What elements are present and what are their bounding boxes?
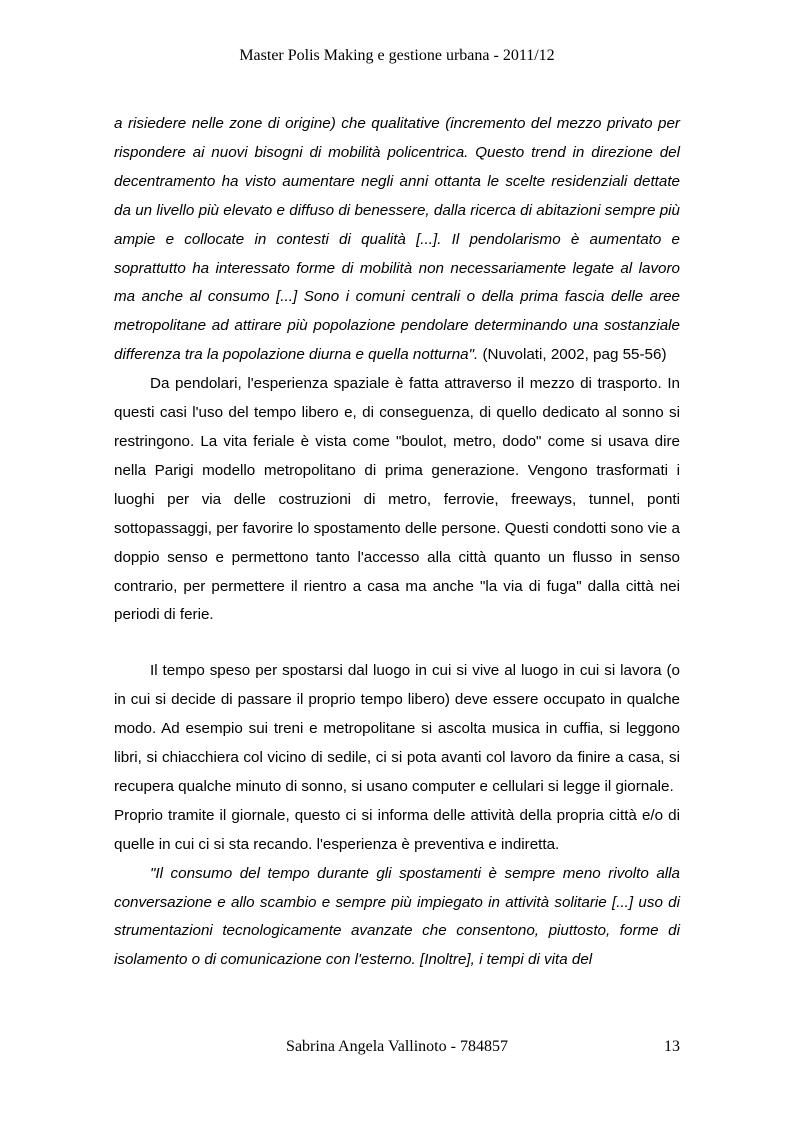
paragraph-quote-nuvolati	[114, 110, 680, 370]
quote-text: "Il consumo del tempo durante gli spostamenti è sempre meno rivolto alla conversazione e allo scambio e sempre più impiegato in attività solitarie [...] uso di strumentazioni tecnologicamente avanzate che consentono, piuttosto, forme di isolamento o di comunicazione con l'esterno. [Inoltre], i tempi di vita del	[114, 864, 680, 969]
paragraph-giornale: Proprio tramite il giornale, questo ci si informa delle attività della propria città e/o di quelle in cui ci si sta recando. l'esperienza è preventiva e indiretta.	[114, 806, 680, 853]
paragraph-tempo-speso: Il tempo speso per spostarsi dal luogo in cui si vive al luogo in cui si lavora (o in cui si decide di passare il proprio tempo libero) deve essere occupato in qualche modo. Ad esempio sui treni e metropolitane si ascolta musica in cuffia, si leggono libri, si chiacchiera col vicino di sedile, ci si pota avanti col lavoro da finire a casa, si recupera qualche minuto di sonno, si usano computer e cellulari si legge il giornale.	[114, 662, 680, 795]
page-header: Master Polis Making e gestione urbana - 2011/12	[239, 47, 555, 64]
page-number: 13	[664, 1038, 680, 1055]
footer-author: Sabrina Angela Vallinoto - 784857	[286, 1038, 508, 1055]
quote-text: a risiedere nelle zone di origine) che qualitative (incremento del mezzo privato per rispondere ai nuovi bisogni di mobilità policentrica. Questo trend in direzione del decentramento ha visto aumentare negli anni ottanta le scelte residenziali dettate da un livello più elevato e diffuso di benessere, dalla ricerca di abitazioni sempre più ampie e collocate in contesti di qualità [...]. Il pendolarismo è aumentato e soprattutto ha interessato forme di mobilità non necessariamente legate al lavoro ma anche al consumo [...] Sono i comuni centrali o della prima fascia delle aree metropolitane ad attirare più popolazione pendolare determinando una sostanziale differenza tra la popolazione diurna e quella notturna".	[114, 115, 680, 364]
paragraph-pendolari: Da pendolari, l'esperienza spaziale è fatta attraverso il mezzo di trasporto. In questi casi l'uso del tempo libero e, di conseguenza, di quello dedicato al sonno si restringono. La vita feriale è vista come "boulot, metro, dodo" come si usava dire nella Parigi modello metropolitano di prima generazione. Vengono trasformati i luoghi per via delle costruzioni di metro, ferrovie, freeways, tunnel, ponti sottopassaggi, per favorire lo spostamento delle persone. Questi condotti sono vie a doppio senso e permettono tanto l'accesso alla città quanto un flusso in senso contrario, per permettere il rientro a casa ma anche "la via di fuga" dalla città nei periodi di ferie.	[114, 375, 680, 624]
document-body	[114, 110, 680, 975]
citation: (Nuvolati, 2002, pag 55-56)	[478, 346, 667, 364]
paragraph-quote-consumo	[114, 860, 680, 976]
